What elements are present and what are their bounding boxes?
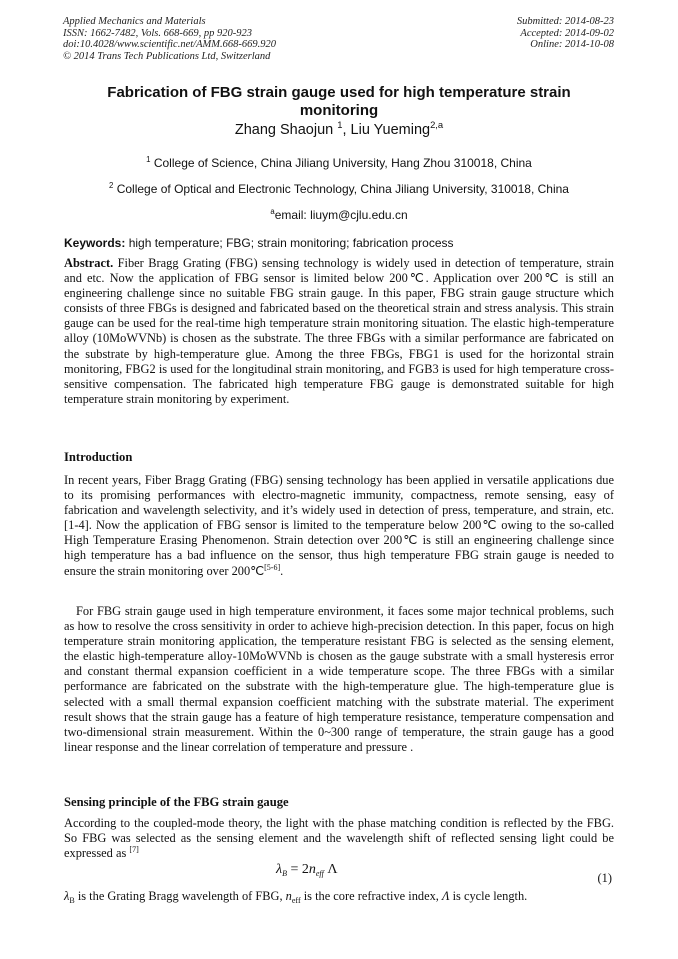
email-sup: a bbox=[270, 207, 275, 216]
section-heading-introduction: Introduction bbox=[64, 450, 133, 464]
author-2-sup: 2,a bbox=[430, 119, 444, 131]
sensing-paragraph-1 bbox=[64, 816, 614, 861]
author-line: Zhang Shaojun $^1$, Liu Yueming$^{2,a}$ bbox=[234, 119, 444, 138]
affiliation-1 bbox=[0, 156, 678, 170]
desc-capital-lambda: Λ bbox=[442, 889, 450, 903]
journal-name: Applied Mechanics and Materials bbox=[63, 16, 206, 27]
introduction-paragraph-1 bbox=[64, 473, 614, 579]
desc-n: n bbox=[285, 889, 292, 903]
doi-line: doi:10.4028/www.scientific.net/AMM.668-669.920 bbox=[63, 39, 276, 51]
desc-text-1: is the Grating Bragg wavelength of FBG, bbox=[74, 889, 286, 903]
submitted-date: Submitted: 2014-08-23 bbox=[516, 16, 614, 27]
desc-lambda-sub: B bbox=[69, 896, 75, 905]
abstract-text: Fiber Bragg Grating (FBG) sensing technology is widely used in detection of temperature, strain and etc. Now the application of FBG sensor is limited below 200℃. Application over 200℃ is still an engineering challenge since no suitable FBG strain gauge. In this paper, FBG strain gauge structure which consists of three FBGs is designed and fabricated based on the theoretical strain and stress analysis. This strain gauge can be used for the real-time high temperature strain monitoring situation. The elastic high-temperature alloy (10MoWVNb) is chosen as the substrate. The three FBGs with a similar performance are fabricated on the substrate by high-temperature glue. Among the three FBGs, FBG1 is used for the horizontal strain monitoring, FBG2 is used for the longitudinal strain monitoring, and FGB3 is used for high temperature cross-sensitive compensation. The fabricated high temperature FBG gauge is demonstrated suitable for high temperature strain monitoring by experiment. bbox=[64, 256, 614, 406]
dates-header bbox=[517, 16, 614, 51]
equation-description bbox=[64, 889, 614, 908]
accepted-date: Accepted: 2014-09-02 bbox=[520, 27, 614, 39]
eq-n: n bbox=[308, 862, 316, 877]
eq-equals-two: = 2 bbox=[286, 862, 309, 877]
email-text: email: liuym@cjlu.edu.cn bbox=[274, 208, 408, 222]
affiliation-1-sup: 1 bbox=[146, 155, 151, 164]
issn-line: ISSN: 1662-7482, Vols. 668-669, pp 920-923 bbox=[63, 27, 252, 39]
keywords-text: high temperature; FBG; strain monitoring; fabrication process bbox=[128, 236, 454, 250]
introduction-paragraph-2: For FBG strain gauge used in high temperature environment, it faces some major technical problems, such as how to resolve the cross sensitivity in order to achieve high-precision detection. In this paper, focus on high temperature strain monitoring application, the temperature resistant FBG is selected as the sensing element, the elastic high-temperature alloy-10MoWVNb is chosen as the gauge substrate with a small hysteresis error and constant thermal expansion coefficient in a wide temperature scope. The three FBGs with a similar performance are fabricated on the substrate with the high-temperature glue. The high-temperature glue is selected with a small thermal expansion coefficient matching with the substrate material. The experiment result shows that the strain gauge has a feature of high temperature resistance, temperature compensation and two-dimensional strain measurement. Within the 0~300 range of temperature, the strain gauge has a good linear response and the linear correlation of temperature and pressure . bbox=[64, 604, 614, 754]
intro-p1-text: In recent years, Fiber Bragg Grating (FBG) sensing technology has been applied in versatile applications due to its promising performances with electro-magnetic immunity, compactness, remote sensing, easy of fabrication and wavelength selectivity, and it’s widely used in detection of press, temperature, and strain, etc.[1-4]. Now the application of FBG sensor is limited to the temperature below 200℃ owing to the so-called High Temperature Erasing Phenomenon. Strain detection over 200℃ is still an engineering challenge since high temperature has a bad influence on the sensor, thus high temperature FBG strain gauge is needed to ensure the strain monitoring over 200℃ bbox=[64, 473, 614, 578]
copyright-line: © 2014 Trans Tech Publications Ltd, Switzerland bbox=[63, 50, 271, 62]
equation-number: (1) bbox=[597, 871, 612, 885]
keywords bbox=[64, 236, 614, 251]
email-line bbox=[0, 208, 678, 222]
section-heading-sensing-principle: Sensing principle of the FBG strain gauge bbox=[64, 795, 289, 809]
eq-lambda-sub: B bbox=[282, 869, 287, 878]
sensing-p1-text: According to the coupled-mode theory, the light with the phase matching condition is reflected by the FBG. So FBG was selected as the sensing element and the wavelength shift of reflected sensing light could be expressed as bbox=[64, 816, 614, 861]
paper-title: Fabrication of FBG strain gauge used for high temperature strain monitoring bbox=[107, 84, 571, 119]
journal-header bbox=[63, 16, 276, 62]
online-date: Online: 2014-10-08 bbox=[530, 39, 614, 51]
desc-text-3: is cycle length. bbox=[449, 889, 528, 903]
author-1-sup: 1 bbox=[337, 119, 343, 131]
affiliation-1-text: College of Science, China Jiliang University, Hang Zhou 310018, China bbox=[153, 156, 532, 170]
sensing-p1-ref: [7] bbox=[129, 845, 139, 855]
equation-1 bbox=[276, 862, 338, 878]
eq-capital-lambda: Λ bbox=[323, 862, 338, 877]
affiliation-2 bbox=[0, 182, 678, 196]
abstract bbox=[64, 256, 614, 407]
abstract-label: Abstract. bbox=[64, 256, 114, 270]
keywords-label: Keywords: bbox=[64, 236, 126, 250]
desc-n-sub: eff bbox=[291, 896, 301, 905]
desc-lambda: λ bbox=[64, 889, 70, 903]
author-1: Zhang Shaojun bbox=[234, 122, 334, 138]
intro-p1-end: . bbox=[280, 563, 284, 578]
eq-n-sub: eff bbox=[315, 869, 324, 878]
eq-lambda: λ bbox=[276, 862, 283, 877]
affiliation-2-sup: 2 bbox=[109, 181, 114, 190]
affiliation-2-text: College of Optical and Electronic Technology, China Jiliang University, 310018, China bbox=[116, 182, 569, 196]
author-2: Liu Yueming bbox=[350, 122, 431, 138]
desc-text-2: is the core refractive index, bbox=[300, 889, 443, 903]
intro-p1-ref: [5-6] bbox=[264, 562, 281, 572]
